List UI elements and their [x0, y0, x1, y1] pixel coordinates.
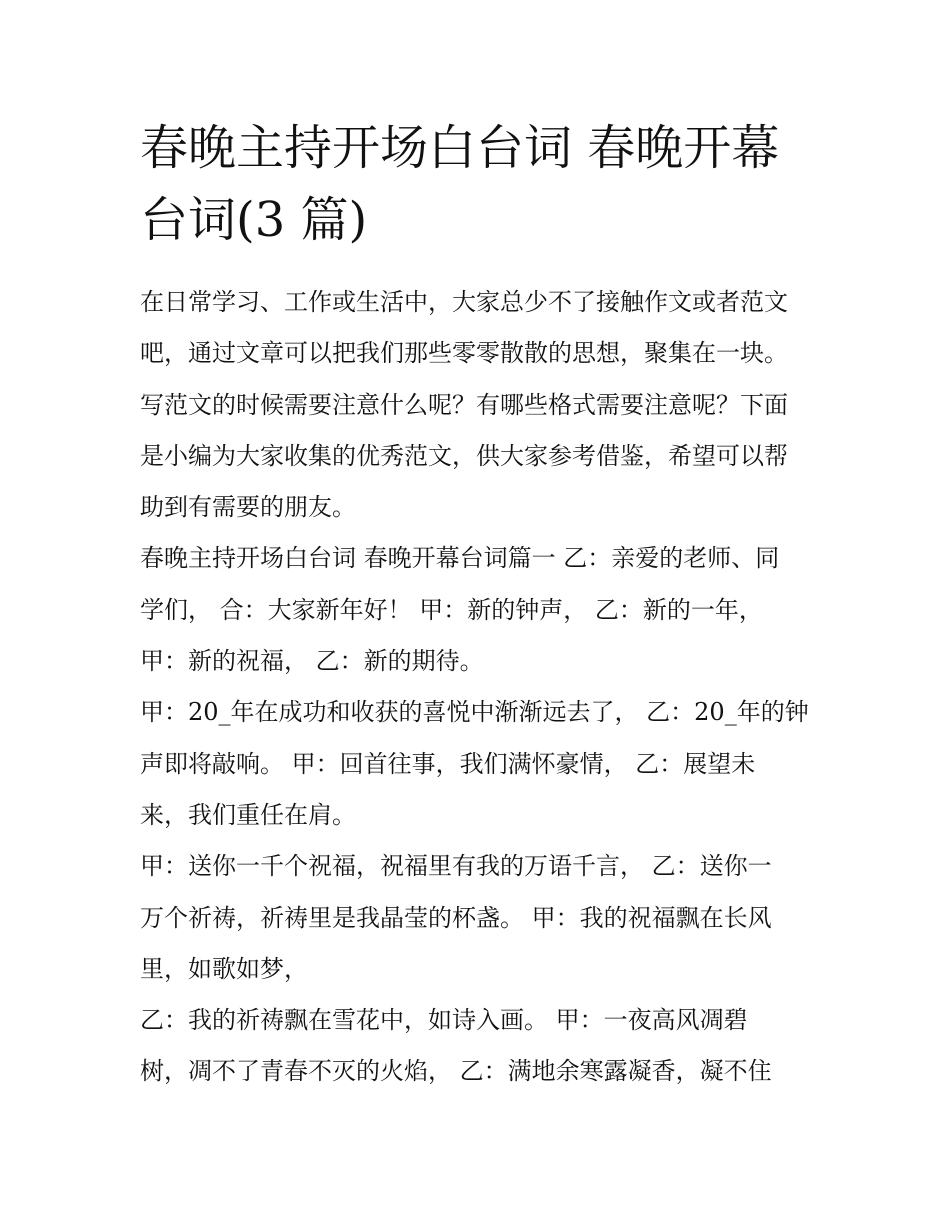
body-line: 甲：新的祝福， 乙：新的期待。 [140, 647, 484, 676]
body-line: 甲：送你一千个祝福，祝福里有我的万语千言， 乙：送你一 [140, 852, 772, 881]
body-line: 学们， 合：大家新年好！ 甲：新的钟声， 乙：新的一年， [140, 595, 763, 624]
body-line: 树，凋不了青春不灭的火焰， 乙：满地余寒露凝香，凝不住 [140, 1057, 772, 1086]
body-line: 万个祈祷，祈祷里是我晶莹的杯盏。 甲：我的祝福飘在长风 [140, 903, 772, 932]
body-line: 来，我们重任在肩。 [140, 800, 356, 829]
body-line: 春晚主持开场白台词 春晚开幕台词篇一 乙：亲爱的老师、同 [140, 544, 780, 573]
body-line: 是小编为大家收集的优秀范文，供大家参考借鉴，希望可以帮 [140, 441, 788, 470]
body-line: 里，如歌如梦， [140, 954, 308, 983]
document-title [140, 112, 820, 256]
title-line-1: 春晚主持开场白台词 春晚开幕 [140, 120, 780, 176]
body-line: 甲：20_年在成功和收获的喜悦中渐渐远去了， 乙：20_年的钟 [140, 698, 809, 727]
body-line: 写范文的时候需要注意什么呢？有哪些格式需要注意呢？下面 [140, 390, 788, 419]
body-line: 声即将敲响。 甲：回首往事，我们满怀豪情， 乙：展望未 [140, 749, 756, 778]
body-line: 吧，通过文章可以把我们那些零零散散的思想，聚集在一块。 [140, 339, 788, 368]
body-line: 乙：我的祈祷飘在雪花中，如诗入画。 甲：一夜高风凋碧 [140, 1006, 748, 1035]
title-line-2: 台词(3 篇) [140, 192, 368, 248]
body-line: 在日常学习、工作或生活中，大家总少不了接触作文或者范文 [140, 288, 788, 316]
document-body [140, 277, 820, 1098]
body-line: 助到有需要的朋友。 [140, 493, 356, 522]
